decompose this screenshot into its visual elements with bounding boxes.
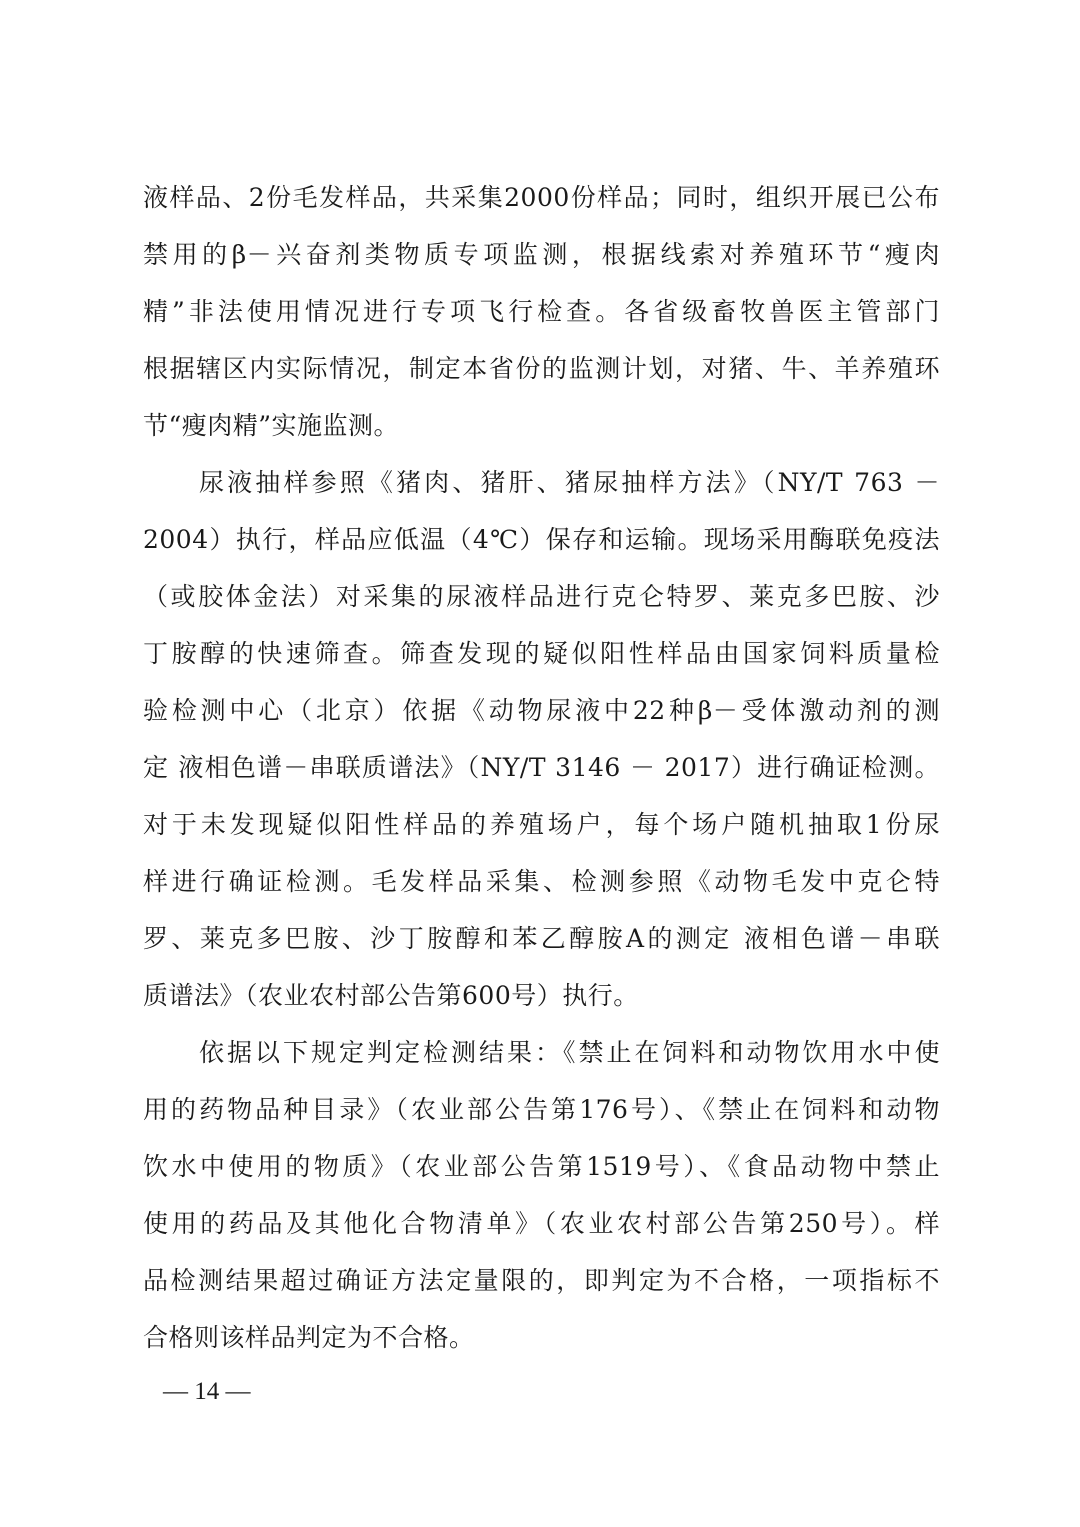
page-number: — 14 — bbox=[163, 1378, 251, 1405]
text-line: 丁胺醇的快速筛查。筛查发现的疑似阳性样品由国家饲料质量检 bbox=[143, 639, 940, 668]
text-line: 用的药物品种目录》（农业部公告第176号）、《禁止在饲料和动物 bbox=[143, 1095, 940, 1124]
text-line: 验检测中心（北京）依据《动物尿液中22种β－受体激动剂的测 bbox=[143, 696, 940, 725]
text-line: 质谱法》（农业农村部公告第600号）执行。 bbox=[143, 981, 639, 1010]
text-line: 节“瘦肉精”实施监测。 bbox=[143, 411, 400, 440]
text-line: 尿液抽样参照《猪肉、猪肝、猪尿抽样方法》（NY/T 763 － bbox=[199, 468, 940, 497]
text-line: 样进行确证检测。毛发样品采集、检测参照《动物毛发中克仑特 bbox=[143, 867, 940, 896]
text-line: （或胶体金法）对采集的尿液样品进行克仑特罗、莱克多巴胺、沙 bbox=[143, 582, 940, 611]
text-line: 合格则该样品判定为不合格。 bbox=[143, 1323, 475, 1352]
text-line: 定 液相色谱－串联质谱法》（NY/T 3146 － 2017）进行确证检测。 bbox=[143, 753, 940, 782]
text-line: 液样品、2份毛发样品，共采集2000份样品；同时，组织开展已公布 bbox=[143, 183, 940, 212]
text-line: 对于未发现疑似阳性样品的养殖场户，每个场户随机抽取1份尿 bbox=[143, 810, 940, 839]
text-line: 使用的药品及其他化合物清单》（农业农村部公告第250号）。样 bbox=[143, 1209, 940, 1238]
text-line: 罗、莱克多巴胺、沙丁胺醇和苯乙醇胺A的测定 液相色谱－串联 bbox=[143, 924, 940, 953]
text-line: 禁用的β－兴奋剂类物质专项监测，根据线索对养殖环节“瘦肉 bbox=[143, 240, 940, 269]
text-line: 饮水中使用的物质》（农业部公告第1519号）、《食品动物中禁止 bbox=[143, 1152, 940, 1181]
text-line: 2004）执行，样品应低温（4℃）保存和运输。现场采用酶联免疫法 bbox=[143, 525, 940, 554]
text-line: 依据以下规定判定检测结果：《禁止在饲料和动物饮用水中使 bbox=[199, 1038, 940, 1067]
text-line: 精”非法使用情况进行专项飞行检查。各省级畜牧兽医主管部门 bbox=[143, 297, 940, 326]
text-line: 品检测结果超过确证方法定量限的，即判定为不合格，一项指标不 bbox=[143, 1266, 940, 1295]
text-line: 根据辖区内实际情况，制定本省份的监测计划，对猪、牛、羊养殖环 bbox=[143, 354, 940, 383]
